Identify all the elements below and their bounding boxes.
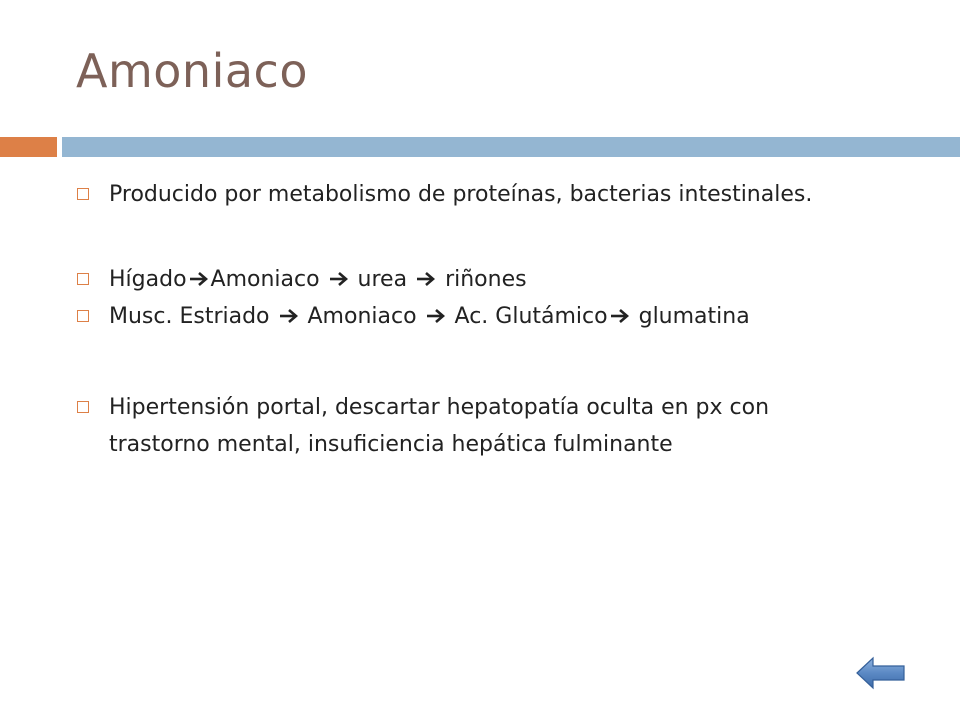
back-button[interactable] [856, 656, 906, 690]
hollow-square-icon [77, 401, 89, 413]
bullet-text: Producido por metabolismo de proteínas, bacterias intestinales. [109, 182, 813, 207]
bullet-item [76, 176, 876, 213]
bullet-text-part: Ac. Glutámico [447, 304, 608, 329]
bullet-text-part: Amoniaco [300, 304, 424, 329]
right-arrow-icon [279, 308, 299, 324]
left-arrow-icon [856, 656, 906, 690]
bullet-item [76, 261, 876, 298]
bullet-text: Hipertensión portal, descartar hepatopatía oculta en px con trastorno mental, insuficiencia hepática fulminante [109, 395, 770, 457]
right-arrow-icon [610, 308, 630, 324]
right-arrow-icon [329, 271, 349, 287]
slide-title: Amoniaco [76, 44, 308, 98]
hollow-square-icon [77, 188, 89, 200]
bullet-text-part: Musc. Estriado [109, 304, 277, 329]
hollow-square-icon [77, 273, 89, 285]
right-arrow-icon [189, 271, 209, 287]
bullet-text-part: glumatina [631, 304, 750, 329]
right-arrow-icon [416, 271, 436, 287]
title-accent-bar-blue [62, 137, 960, 157]
bullet-list [76, 176, 876, 463]
title-accent-bar-orange [0, 137, 57, 157]
bullet-item [76, 298, 876, 335]
bullet-text-part: Hígado [109, 267, 187, 292]
bullet-text-part: riñones [438, 267, 527, 292]
bullet-item [76, 389, 876, 463]
bullet-text-part: Amoniaco [210, 267, 327, 292]
hollow-square-icon [77, 310, 89, 322]
right-arrow-icon [426, 308, 446, 324]
bullet-text-part: urea [350, 267, 415, 292]
